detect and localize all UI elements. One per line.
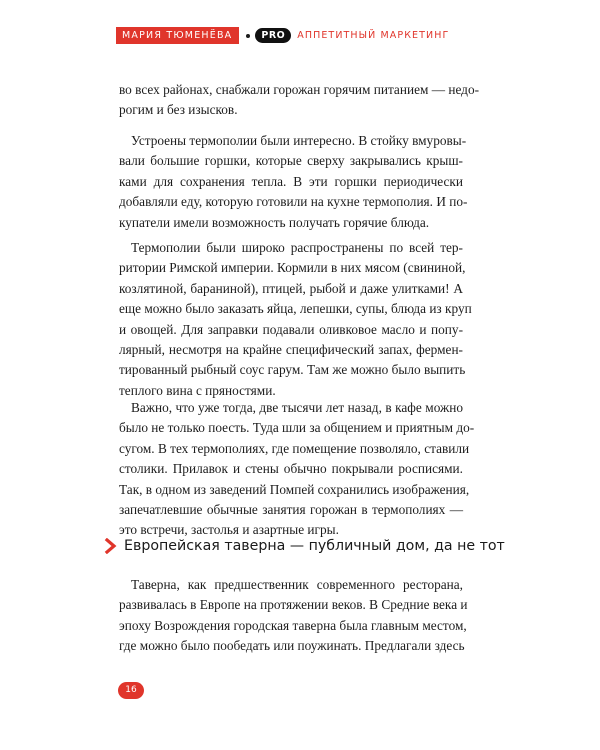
paragraph [119,131,468,233]
author-badge: МАРИЯ ТЮМЕНЁВА [116,27,239,44]
series-title: АППЕТИТНЫЙ МАРКЕТИНГ [297,30,450,41]
text-line: запечатлевшие обычные занятия горожан в термополиях — [119,501,463,517]
text-line: Так, в одном из заведений Помпей сохранились изображения, [119,481,470,497]
text-line: ритории Римской империи. Кормили в них мясом (свининой, [119,260,466,276]
text-line: тированный рыбный соус гарум. Там же можно было выпить [119,362,466,378]
text-line: Устроены термополии были интересно. В стойку вмуровы- [131,133,467,148]
text-line: Таверна, как предшественник современного ресторана, [131,577,463,592]
text-line: сугом. В тех термополиях, где помещение позволяло, ставили [119,440,470,456]
text-line: лярный, несмотря на крайне специфический запах, фермен- [119,341,463,357]
text-line: и овощей. Для заправки подавали оливковое масло и попу- [119,321,463,337]
text-line: добавляли еду, которую готовили на кухне термополия. И по- [119,194,468,210]
text-line: козлятиной, бараниной), птицей, рыбой и даже улитками! А [119,280,463,296]
pro-badge: PRO [255,28,291,43]
paragraph [119,238,472,401]
text-line: эпоху Возрождения городская таверна была главным местом, [119,617,467,633]
text-line: где можно было пообедать или поужинать. Предлагали здесь [119,638,465,654]
text-line: Термополии были широко распространены по всей тер- [131,240,463,255]
text-line: было не только поесть. Туда шли за общением и приятным до- [119,420,475,436]
section-heading [104,538,505,554]
text-line: это встречи, застолья и азартные игры. [119,522,339,538]
text-line: развивалась в Европе на протяжении веков. В Средние века и [119,597,468,613]
text-line: ками для сохранения тепла. В эти горшки периодически [119,173,463,189]
paragraph [119,575,468,657]
text-line: рогим и без изысков. [119,102,238,118]
text-line: Важно, что уже тогда, две тысячи лет назад, в кафе можно [131,400,463,415]
running-header [116,27,449,44]
paragraph [119,80,480,121]
chevron-right-icon [104,538,118,554]
text-line: столики. Прилавок и стены обычно покрывали росписями. [119,461,463,477]
text-line: вали большие горшки, которые сверху закрывались крыш- [119,153,463,169]
text-line: еще можно было заказать яйца, лепешки, супы, блюда из круп [119,301,472,317]
text-line: купатели имели возможность получать горячие блюда. [119,214,430,230]
section-heading-text: Европейская таверна — публичный дом, да не тот [124,538,505,554]
page-number: 16 [118,682,144,699]
separator-dot-icon [246,34,250,38]
text-line: теплого вина с пряностями. [119,382,276,398]
text-line: во всех районах, снабжали горожан горячим питанием — недо- [119,82,480,97]
paragraph [119,398,475,541]
